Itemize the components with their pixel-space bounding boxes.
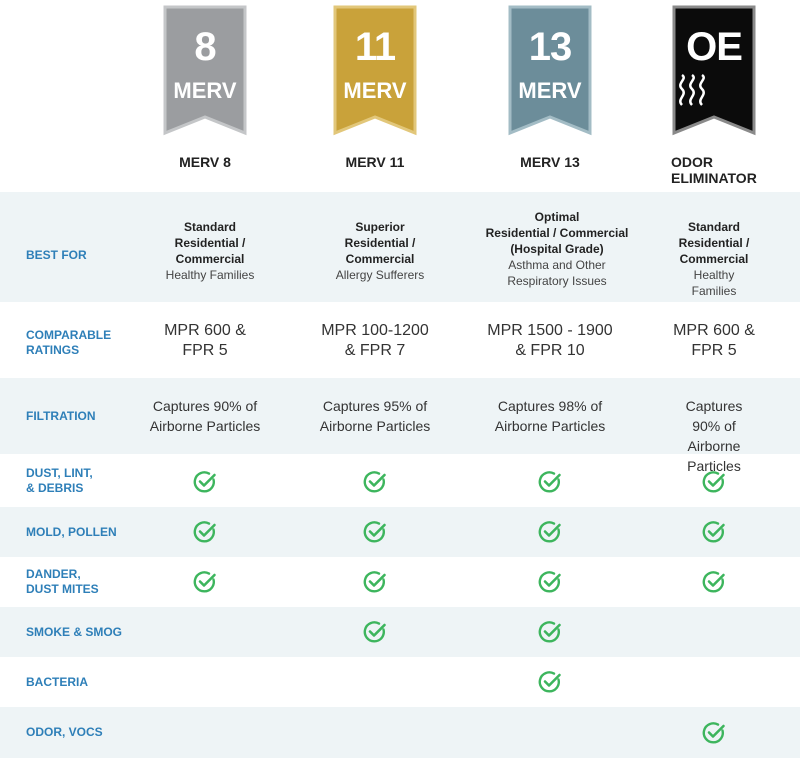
feature-row xyxy=(0,707,800,758)
column-name: MERV 13 xyxy=(520,154,580,170)
header-badges xyxy=(0,0,800,190)
feature-label: SMOKE & SMOG xyxy=(26,625,123,639)
check-icon xyxy=(538,470,562,494)
badge-number: 8 xyxy=(194,25,216,69)
filtration-cell: Captures 90% of Airborne Particles xyxy=(685,398,743,474)
filtration-cell: Captures 98% of Airborne Particles xyxy=(494,398,606,434)
feature-row xyxy=(0,557,800,607)
feature-label: MOLD, POLLEN xyxy=(26,525,117,539)
check-icon xyxy=(538,620,562,644)
best-for-audience: Asthma and Other Respiratory Issues xyxy=(507,258,607,288)
filtration-cell: Captures 90% of Airborne Particles xyxy=(149,398,261,434)
check-icon xyxy=(538,670,562,694)
merv-badge xyxy=(163,5,247,137)
column-name: MERV 8 xyxy=(179,154,231,170)
best-for-audience: Healthy Families xyxy=(691,268,737,298)
best-for-cell xyxy=(336,219,424,283)
badge-number: OE xyxy=(686,25,742,69)
comparable-rating-cell: MPR 100-1200 & FPR 7 xyxy=(321,322,429,359)
feature-label: DUST, LINT, & DEBRIS xyxy=(26,466,93,495)
best-for-audience: Healthy Families xyxy=(165,268,255,282)
best-for-cell xyxy=(671,219,757,299)
check-icon xyxy=(193,520,217,544)
badge-number: 13 xyxy=(528,25,572,69)
check-icon xyxy=(363,520,387,544)
best-for-cell xyxy=(486,209,629,289)
merv-badge xyxy=(672,5,756,137)
comparable-rating-cell: MPR 1500 - 1900 & FPR 10 xyxy=(487,322,613,359)
check-icon xyxy=(702,721,726,745)
feature-label: BACTERIA xyxy=(26,675,88,689)
merv-badge xyxy=(508,5,592,137)
check-icon xyxy=(538,520,562,544)
badge-label: MERV xyxy=(173,78,237,103)
check-icon xyxy=(193,570,217,594)
column-name: ODOR ELIMINATOR xyxy=(671,154,757,186)
feature-row xyxy=(0,607,800,657)
check-icon xyxy=(193,470,217,494)
check-icon xyxy=(363,470,387,494)
row-label-best-for: BEST FOR xyxy=(26,248,87,262)
comparable-rating-cell: MPR 600 & FPR 5 xyxy=(673,322,755,359)
badge-label: MERV xyxy=(343,78,407,103)
badge-number: 11 xyxy=(354,25,396,69)
check-icon xyxy=(363,620,387,644)
filtration-cell: Captures 95% of Airborne Particles xyxy=(319,398,431,434)
best-for-title: Superior Residential / Commercial xyxy=(344,220,416,266)
check-icon xyxy=(363,570,387,594)
best-for-cell xyxy=(166,219,255,283)
best-for-title: Optimal Residential / Commercial (Hospital Grade) xyxy=(485,210,629,256)
best-for-audience: Allergy Sufferers xyxy=(335,268,425,282)
check-icon xyxy=(702,520,726,544)
row-label-filtration: FILTRATION xyxy=(26,409,96,423)
feature-label: DANDER, DUST MITES xyxy=(26,567,99,596)
feature-row xyxy=(0,507,800,557)
row-label-comparable: COMPARABLE RATINGS xyxy=(26,328,112,357)
merv-badge xyxy=(333,5,417,137)
feature-row xyxy=(0,657,800,707)
comparable-rating-cell: MPR 600 & FPR 5 xyxy=(164,322,246,359)
column-name: MERV 11 xyxy=(345,154,405,170)
feature-label: ODOR, VOCS xyxy=(26,725,103,739)
check-icon xyxy=(538,570,562,594)
badge-label: MERV xyxy=(518,78,582,103)
odor-waves-icon xyxy=(672,73,756,107)
check-icon xyxy=(702,570,726,594)
best-for-title: Standard Residential / Commercial xyxy=(678,220,750,266)
best-for-title: Standard Residential / Commercial xyxy=(174,220,246,266)
